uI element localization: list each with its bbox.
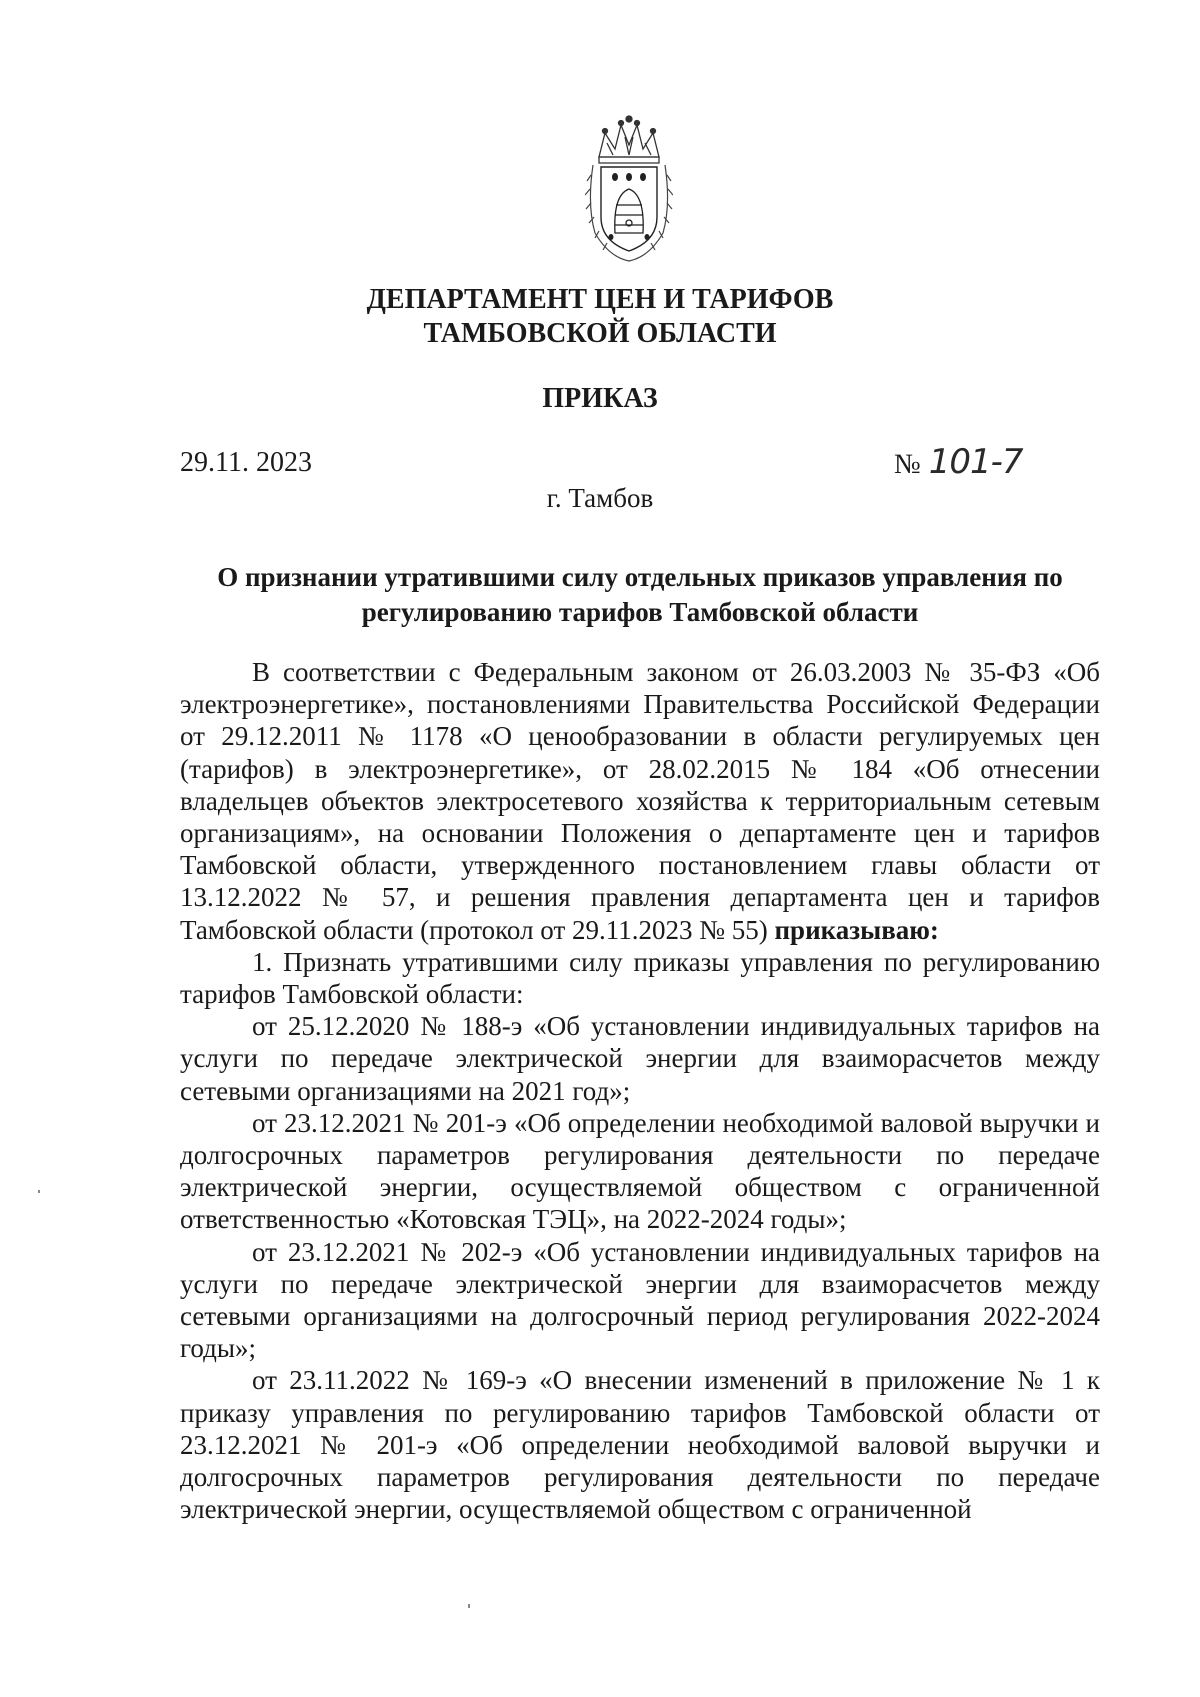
scan-speck bbox=[38, 1190, 40, 1193]
repealed-order-2: от 23.12.2021 № 201-э «Об определении необходимой валовой выручки и долгосрочных параметров регулирования деятельности по передаче электрической энергии, осуществляемой обществом с ограниченной ответственностью «Котовская ТЭЦ», на 2022-2024 годы»; bbox=[180, 1107, 1100, 1235]
order-body bbox=[180, 656, 1100, 1525]
repealed-order-4: от 23.11.2022 № 169-э «О внесении изменений в приложение № 1 к приказу управления по регулированию тарифов Тамбовской области от 23.12.2021 № 201-э «Об определении необходимой валовой выручки и долгосрочных параметров регулирования деятельности по передаче электрической энергии, осуществляемой обществом с ограниченной bbox=[180, 1365, 1100, 1525]
order-subject: О признании утратившими силу отдельных приказов управления по регулированию тарифов Тамбовской области bbox=[217, 562, 1063, 627]
order-city: г. Тамбов bbox=[546, 483, 654, 513]
tambov-region-coat-of-arms-icon bbox=[585, 115, 673, 265]
preamble-command: приказываю: bbox=[774, 914, 939, 945]
scan-speck bbox=[468, 1604, 470, 1608]
order-number bbox=[894, 442, 1023, 482]
preamble-paragraph bbox=[180, 656, 1100, 946]
number-sign: № bbox=[894, 449, 921, 480]
department-name-line2: ТАМБОВСКОЙ ОБЛАСТИ bbox=[423, 318, 777, 349]
department-name-line1: ДЕПАРТАМЕНТ ЦЕН И ТАРИФОВ bbox=[366, 284, 834, 315]
order-number-value: 101-7 bbox=[928, 442, 1023, 482]
preamble-text: В соответствии с Федеральным законом от 26.03.2003 № 35-ФЗ «Об электроэнергетике», постановлениями Правительства Российской Федерации от 29.12.2011 № 1178 «О ценообразовании в области регулируемых цен (тарифов) в электроэнергетике», от 28.02.2015 № 184 «Об отнесении владельцев объектов электросетевого хозяйства к территориальным сетевым организациям», на основании Положения о департаменте цен и тарифов Тамбовской области, утвержденного постановлением главы области от 13.12.2022 № 57, и решения правления департамента цен и тарифов Тамбовской области (протокол от 29.11.2023 № 55) bbox=[180, 657, 1100, 945]
order-date: 29.11. 2023 bbox=[180, 447, 312, 478]
document-type-title: ПРИКАЗ bbox=[542, 383, 658, 414]
item-1-paragraph: 1. Признать утратившими силу приказы управления по регулированию тарифов Тамбовской области: bbox=[180, 946, 1100, 1010]
repealed-order-3: от 23.12.2021 № 202-э «Об установлении индивидуальных тарифов на услуги по передаче электрической энергии для взаиморасчетов между сетевыми организациями на долгосрочный период регулирования 2022-2024 годы»; bbox=[180, 1236, 1100, 1364]
repealed-order-1: от 25.12.2020 № 188-э «Об установлении индивидуальных тарифов на услуги по передаче электрической энергии для взаиморасчетов между сетевыми организациями на 2021 год»; bbox=[180, 1011, 1100, 1106]
